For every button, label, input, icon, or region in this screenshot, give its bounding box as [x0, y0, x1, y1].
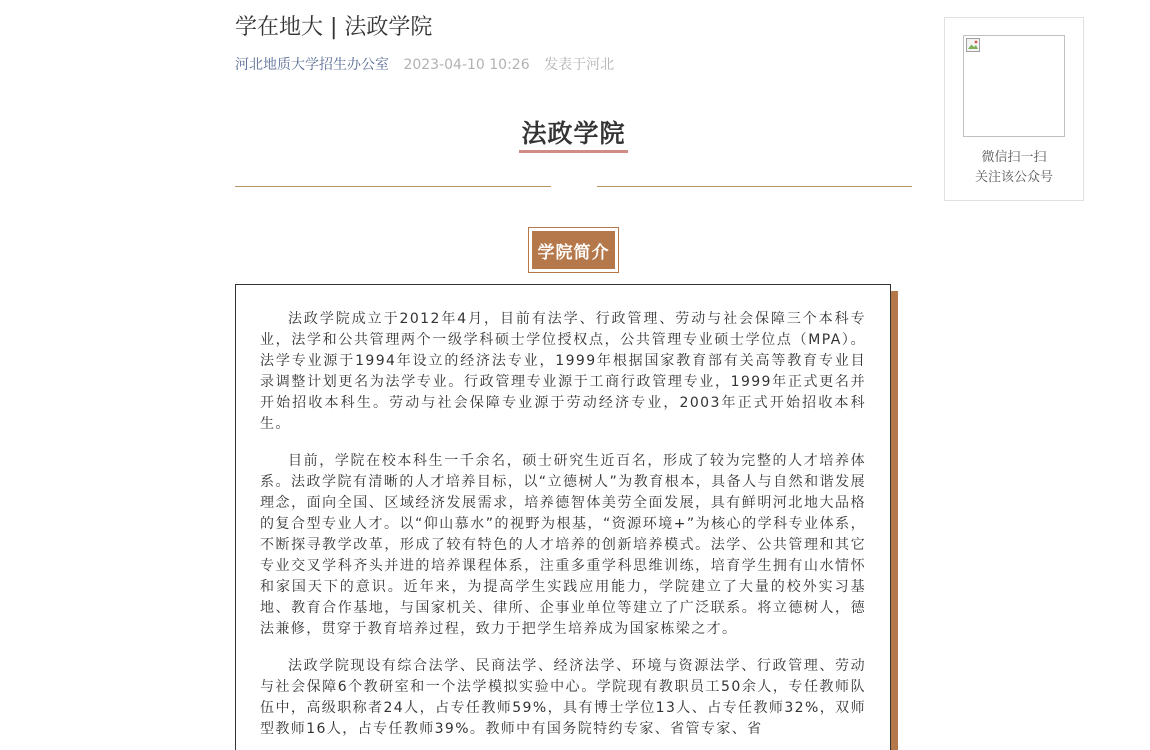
- paragraph-3: 法政学院现设有综合法学、民商法学、经济法学、环境与资源法学、行政管理、劳动与社会保障6个教研室和一个法学模拟实验中心。学院现有教职员工50余人，专任教师队伍中，高级职称者24人，占专任教师59%，具有博士学位13人、占专任教师32%，双师型教师16人，占专任教师39%。教师中有国务院特约专家、省管专家、省: [260, 658, 866, 737]
- paragraph-1: 法政学院成立于2012年4月，目前有法学、行政管理、劳动与社会保障三个本科专业，法学和公共管理两个一级学科硕士学位授权点，公共管理专业硕士学位点（MPA）。法学专业源于1994年设立的经济法专业，1999年根据国家教育部有关高等教育专业目录调整计划更名为法学专业。行政管理专业源于工商行政管理专业，1999年正式更名并开始招收本科生。劳动与社会保障专业源于劳动经济专业，2003年正式开始招收本科生。: [260, 311, 866, 432]
- publish-location: 发表于河北: [544, 57, 615, 73]
- intro-content-box: [235, 284, 891, 750]
- qr-follow-card: [944, 17, 1084, 201]
- article-title: 学在地大 | 法政学院: [235, 15, 433, 40]
- publish-date: 2023-04-10 10:26: [403, 57, 530, 73]
- intro-badge-label: 学院简介: [532, 231, 615, 269]
- qr-code-image[interactable]: [963, 35, 1065, 137]
- account-name-link[interactable]: 河北地质大学招生办公室: [235, 57, 389, 73]
- paragraph-2: 目前，学院在校本科生一千余名，硕士研究生近百名，形成了较为完整的人才培养体系。法政学院有清晰的人才培养目标，以“立德树人”为教育根本，具备人与自然和谐发展理念，面向全国、区域经济发展需求，培养德智体美劳全面发展，具有鲜明河北地大品格的复合型专业人才。以“仰山慕水”的视野为根基，“资源环境+”为核心的学科专业体系，不断探寻教学改革，形成了较有特色的人才培养的创新培养模式。法学、公共管理和其它专业交叉学科齐头并进的培养课程体系，注重多重学科思维训练，培育学生拥有山水情怀和家国天下的意识。近年来，为提高学生实践应用能力，学院建立了大量的校外实习基地、教育合作基地，与国家机关、律所、企事业单位等建立了广泛联系。将立德树人，德法兼修，贯穿于教育培养过程，致力于把学生培养成为国家栋梁之才。: [260, 453, 866, 637]
- qr-caption-follow: 关注该公众号: [974, 170, 1053, 185]
- broken-image-icon: [966, 38, 980, 52]
- article-meta: [235, 54, 614, 74]
- section-heading-text: 法政学院: [519, 119, 627, 153]
- divider-right: [597, 186, 912, 187]
- intro-badge: [528, 227, 619, 273]
- section-heading: [235, 114, 912, 150]
- divider-left: [235, 186, 551, 187]
- qr-caption-scan: 微信扫一扫: [981, 150, 1047, 165]
